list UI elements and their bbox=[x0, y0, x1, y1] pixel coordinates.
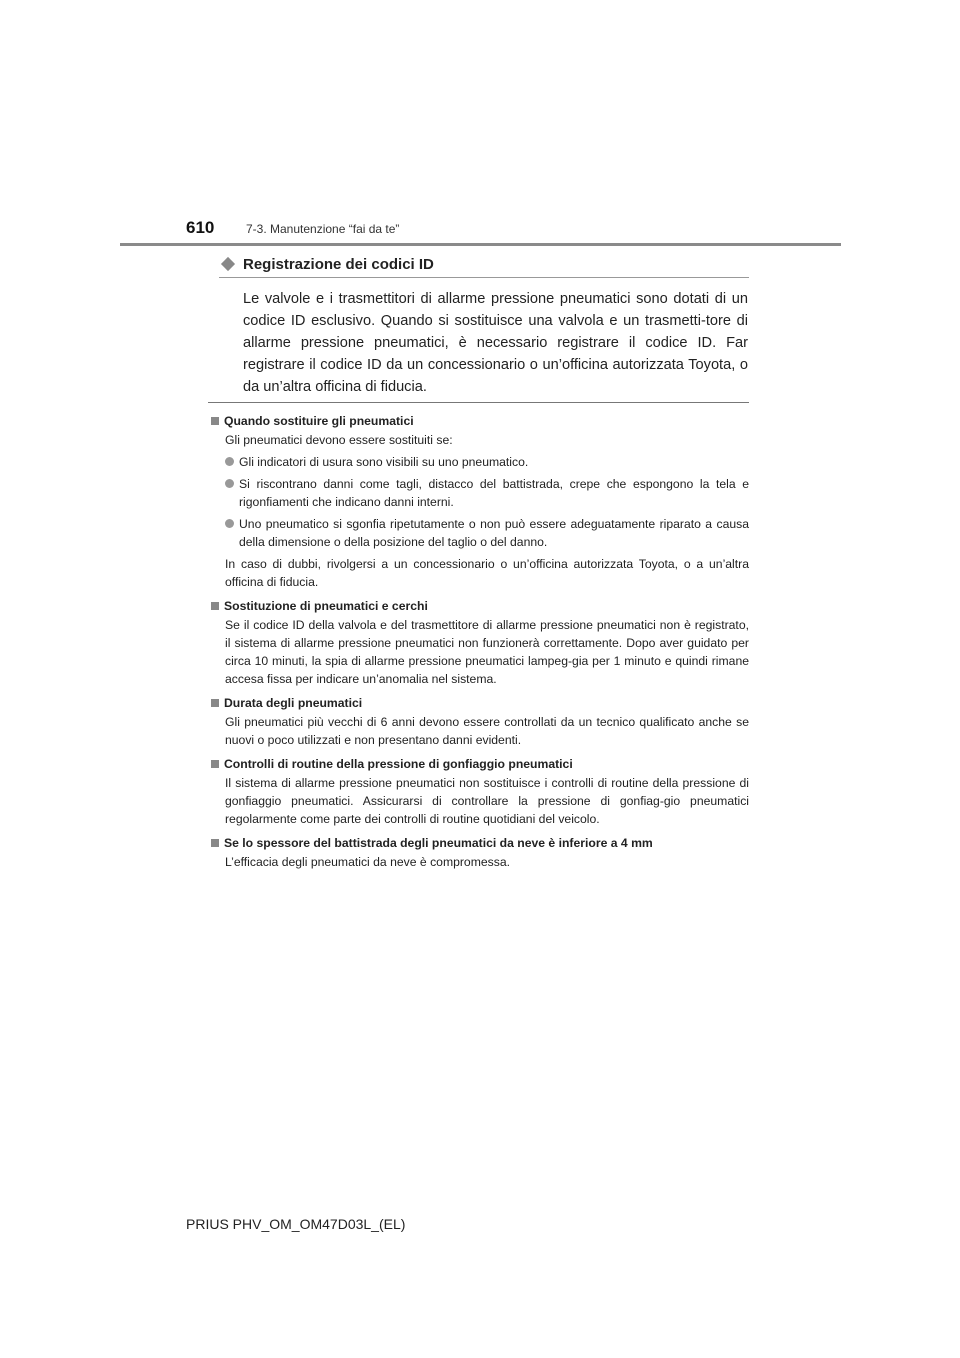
note-snow-tires bbox=[211, 834, 749, 871]
note-tire-lifespan bbox=[211, 694, 749, 749]
circle-bullet-icon bbox=[225, 479, 234, 488]
note-heading bbox=[211, 412, 749, 430]
page-number: 610 bbox=[186, 218, 215, 237]
square-bullet-icon bbox=[211, 839, 219, 847]
note-tire-wheel-replacement bbox=[211, 597, 749, 688]
note-text: Il sistema di allarme pressione pneumatici non sostituisce i controlli di routine della pressione di gonfiaggio pneumatici. Assicurarsi di controllare la pressione di gonfiag-gio pneumatici regolarmente come parte dei controlli di routine quotidiani del veicolo. bbox=[225, 776, 749, 826]
list-item-text: Gli indicatori di usura sono visibili su uno pneumatico. bbox=[239, 455, 529, 469]
subsection-rule bbox=[219, 277, 749, 278]
note-title: Quando sostituire gli pneumatici bbox=[224, 414, 414, 428]
list-item bbox=[225, 475, 749, 511]
note-text: Gli pneumatici devono essere sostituiti se: bbox=[225, 433, 453, 447]
footer-code: PRIUS PHV_OM_OM47D03L_(EL) bbox=[186, 1216, 406, 1232]
list-item-text: Si riscontrano danni come tagli, distacco del battistrada, crepe che espongono la tela e rigonfiamenti che indicano danni interni. bbox=[239, 477, 749, 509]
section-header: 7-3. Manutenzione “fai da te” bbox=[246, 222, 400, 236]
note-heading bbox=[211, 597, 749, 615]
list-item-text: Uno pneumatico si sgonfia ripetutamente o non può essere adeguatamente riparato a causa della dimensione o della posizione del taglio o del danno. bbox=[239, 517, 749, 549]
subsection-id-codes bbox=[219, 254, 749, 398]
note-text: Se il codice ID della valvola e del trasmettitore di allarme pressione pneumatici non è registrato, il sistema di allarme pressione pneumatici non funzionerà correttamente. Dopo aver guidato per circa 10 minuti, la spia di allarme pressione pneumatici lampeg-gia per 1 minuto e quindi rimane accesa fissa per indicare un’anomalia nel sistema. bbox=[225, 618, 749, 686]
note-title: Se lo spessore del battistrada degli pneumatici da neve è inferiore a 4 mm bbox=[224, 836, 653, 850]
note-heading bbox=[211, 755, 749, 773]
square-bullet-icon bbox=[211, 760, 219, 768]
divider bbox=[208, 402, 749, 403]
note-heading bbox=[211, 834, 749, 852]
subsection-heading bbox=[219, 254, 749, 274]
note-routine-checks bbox=[211, 755, 749, 828]
bullet-list bbox=[225, 453, 749, 551]
subsection-body: Le valvole e i trasmettitori di allarme pressione pneumatici sono dotati di un codice ID esclusivo. Quando si sostituisce una valvola e un trasmetti-tore di allarme pressione pneumatici, è necessario registrare il codice ID. Far registrare il codice ID da un concessionario o un’officina autorizzata Toyota, o da un’altra officina di fiducia. bbox=[243, 291, 748, 395]
header-rule bbox=[120, 243, 841, 246]
note-text: L’efficacia degli pneumatici da neve è compromessa. bbox=[225, 855, 510, 869]
note-title: Sostituzione di pneumatici e cerchi bbox=[224, 599, 428, 613]
note-tire-replacement bbox=[211, 412, 749, 591]
circle-bullet-icon bbox=[225, 519, 234, 528]
note-title: Durata degli pneumatici bbox=[224, 696, 363, 710]
square-bullet-icon bbox=[211, 417, 219, 425]
diamond-icon bbox=[221, 257, 235, 271]
square-bullet-icon bbox=[211, 699, 219, 707]
note-followup-text: In caso di dubbi, rivolgersi a un concessionario o un’officina autorizzata Toyota, o a un’altra officina di fiducia. bbox=[225, 557, 749, 589]
subsection-title: Registrazione dei codici ID bbox=[243, 255, 434, 273]
circle-bullet-icon bbox=[225, 457, 234, 466]
square-bullet-icon bbox=[211, 602, 219, 610]
note-text: Gli pneumatici più vecchi di 6 anni devono essere controllati da un tecnico qualificato anche se nuovi o poco utilizzati e non presentano danni evidenti. bbox=[225, 715, 749, 747]
notes-section bbox=[211, 412, 749, 877]
list-item bbox=[225, 453, 749, 471]
note-title: Controlli di routine della pressione di gonfiaggio pneumatici bbox=[224, 757, 573, 771]
list-item bbox=[225, 515, 749, 551]
note-heading bbox=[211, 694, 749, 712]
